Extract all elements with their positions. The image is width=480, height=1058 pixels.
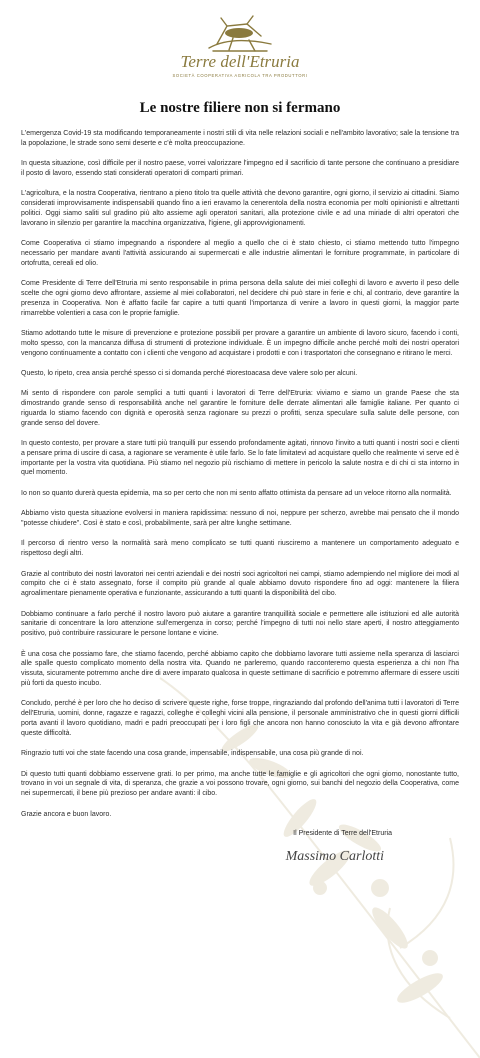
paragraph: In questo contesto, per provare a stare tutti più tranquilli pur essendo profondamente agitati, rinnovo l'invito a tutti quanti i nostri soci e clienti a pensare prima di uscire di casa, a ragionare se veramente è utile farlo. Se lo fate limitatevi ad acquistare quello che realmente vi serve ed è importante per la vostra vita quotidiana. Più stiamo nel negozio più rischiamo di mettere in pericolo la salute nostra e di chi ci sta intorno in quel momento.: [21, 440, 459, 477]
signature-role: Il Presidente di Terre dell'Etruria: [293, 829, 392, 837]
paragraph: È una cosa che possiamo fare, che stiamo facendo, perché abbiamo capito che dobbiamo lavorare tutti assieme nella speranza di lasciarci alle spalle questo complicato momento della nostra vita. Quando ne parleremo, quando racconteremo questa esperienza a chi non l'ha vissuta, sicuramente potremmo anche dire di avere imparato qualcosa in queste settimane di sacrificio e potremmo affermare di essere usciti più forti da questo incubo.: [21, 650, 459, 687]
brand-subtitle: SOCIETÀ COOPERATIVA AGRICOLA TRA PRODUTTORI: [172, 73, 308, 78]
paragraph: Grazie al contributo dei nostri lavoratori nei centri aziendali e dei nostri soci agricoltori nei campi, stiamo adempiendo nel migliore dei modi al compito che ci è stato assegnato, forse il compito più grande al quale abbiamo dovuto rispondere fino ad oggi: mantenere la filiera agroalimentare pienamente operativa e funzionante, assicurando a tutti quanti la disponibilità del cibo.: [21, 570, 459, 598]
paragraph: Stiamo adottando tutte le misure di prevenzione e protezione possibili per provare a garantire un ambiente di lavoro sicuro, facendo i conti, molto spesso, con la mancanza diffusa di strumenti di protezione individuale. È un impegno difficile anche perché molti dei nostri operatori vengono continuamente a contatto con i clienti che vengono ad acquistare i prodotti e con i trasportatori che consegnano e ritirano le merci.: [21, 329, 459, 357]
paragraph: Di questo tutti quanti dobbiamo esservene grati. Io per primo, ma anche tutte le famiglie e gli agricoltori che ogni giorno, nonostante tutto, trovano in voi un segnale di vita, di speranza, che grazie a voi possono trovare, ogni giorno, sui banchi del negozio della Cooperativa, come nei supermercati, il bene più prezioso per andare avanti: il cibo.: [21, 770, 459, 798]
signature-name: Massimo Carlotti: [285, 848, 384, 864]
paragraph: In questa situazione, così difficile per il nostro paese, vorrei valorizzare l'impegno ed il sacrificio di tante persone che continuano a presidiare il posto di lavoro, essendo stati considerati operatori di comparti primari.: [21, 160, 459, 177]
paragraph: Concludo, perché è per loro che ho deciso di scrivere queste righe, forse troppe, ringraziando dal profondo dell'anima tutti i lavoratori di Terre dell'Etruria, uomini, donne, ragazze e ragazzi, colleghe e colleghi vicini alla pensione, il personale amministrativo che in questi giorni difficili porta avanti il lavoro quotidiano, madri e padri preoccupati per i loro figli che ancora non hanno conosciuto la vita e già devono affrontare queste difficoltà.: [21, 700, 459, 737]
signature-block: [0, 830, 480, 865]
letter-body: [0, 129, 480, 819]
paragraph: Io non so quanto durerà questa epidemia, ma so per certo che non mi sento affatto ottimista da pensare ad un veloce ritorno alla normalità.: [21, 489, 452, 497]
paragraph: Come Presidente di Terre dell'Etruria mi sento responsabile in prima persona della salute dei miei colleghi di lavoro e avverto il peso delle scelte che ogni giorno devo affrontare, assieme al miei collaboratori, nel decidere chi può stare in ferie e chi, al contrario, deve garantire la presenza in Cooperativa. Non è affatto facile far capire a tutti quanti l'importanza di venire a lavoro in questi giorni, la maggior parte rimarrebbe volentieri a casa con le proprie famiglie.: [21, 280, 459, 317]
cricket-logo-icon: [203, 14, 277, 54]
paragraph: Ringrazio tutti voi che state facendo una cosa grande, impensabile, indispensabile, una cosa più grande di noi.: [21, 750, 364, 758]
letterhead: [0, 0, 480, 78]
paragraph: Dobbiamo continuare a farlo perché il nostro lavoro può aiutare a garantire tranquillità sociale e permettere alle istituzioni ed alle autorità sanitarie di concentrare la loro attenzione sull'emergenza in corso; perché l'impegno di tutti noi nello stare aperti, il nostro atteggiamento positivo, può contribuire rassicurare le persone lontane e vicine.: [21, 610, 459, 638]
paragraph: Grazie ancora e buon lavoro.: [21, 810, 112, 818]
paragraph: Il percorso di rientro verso la normalità sarà meno complicato se tutti quanti riusciremo a mantenere un comportamento adeguato e rispettoso degli altri.: [21, 540, 459, 558]
paragraph: L'agricoltura, e la nostra Cooperativa, rientrano a pieno titolo tra quelle attività che devono garantire, ogni giorno, il servizio ai cittadini. Siamo considerati improvvisamente indispensabili quando fino a ieri eravamo la cenerentola della nostra economia per molti opinionisti e altrettanti politici. Oggi siamo saliti sul gradino più alto assieme agli operatori sanitari, alla protezione civile e ad una miriade di altri operatori che lavorano in silenzio per garantire la macchina organizzativa, l'igiene, gli approvvigionamenti.: [21, 190, 459, 227]
page-title: Le nostre filiere non si fermano: [139, 100, 341, 116]
paragraph: Abbiamo visto questa situazione evolversi in maniera rapidissima: nessuno di noi, neppure per scherzo, avrebbe mai pensato che il mondo "potesse chiudere". Così è stato e così, probabilmente, sarà per altre lunghe settimane.: [21, 510, 459, 528]
paragraph: Come Cooperativa ci stiamo impegnando a rispondere al meglio a quello che ci è stato chiesto, ci stiamo mettendo tutto l'impegno necessario per mandare avanti l'attività assicurando ai supermercati e alle industrie alimentari le forniture programmate, in particolare di ortofrutta, cereali ed olio.: [21, 240, 459, 267]
paragraph: Questo, lo ripeto, crea ansia perché spesso ci si domanda perché #iorestoacasa deve valere solo per alcuni.: [21, 369, 358, 377]
paragraph: L'emergenza Covid-19 sta modificando temporaneamente i nostri stili di vita nelle relazioni sociali e nell'ambito lavorativo; sale la tensione tra la popolazione, le strade sono semi deserte e c'è molta preoccupazione.: [21, 130, 459, 147]
paragraph: Mi sento di rispondere con parole semplici a tutti quanti i lavoratori di Terre dell'Etruria: viviamo e siamo un grande Paese che sta dimostrando grande senso di responsabilità anche nel garantire le forniture delle derrate alimentari alle famiglie italiane. Per quanto ci riguarda lo stiamo facendo con dignità e operosità senza ragionare su prezzi o profitti, senza speculare sulla salute delle persone, con grande senso del dovere.: [21, 390, 459, 427]
brand-name: Terre dell'Etruria: [180, 52, 300, 71]
